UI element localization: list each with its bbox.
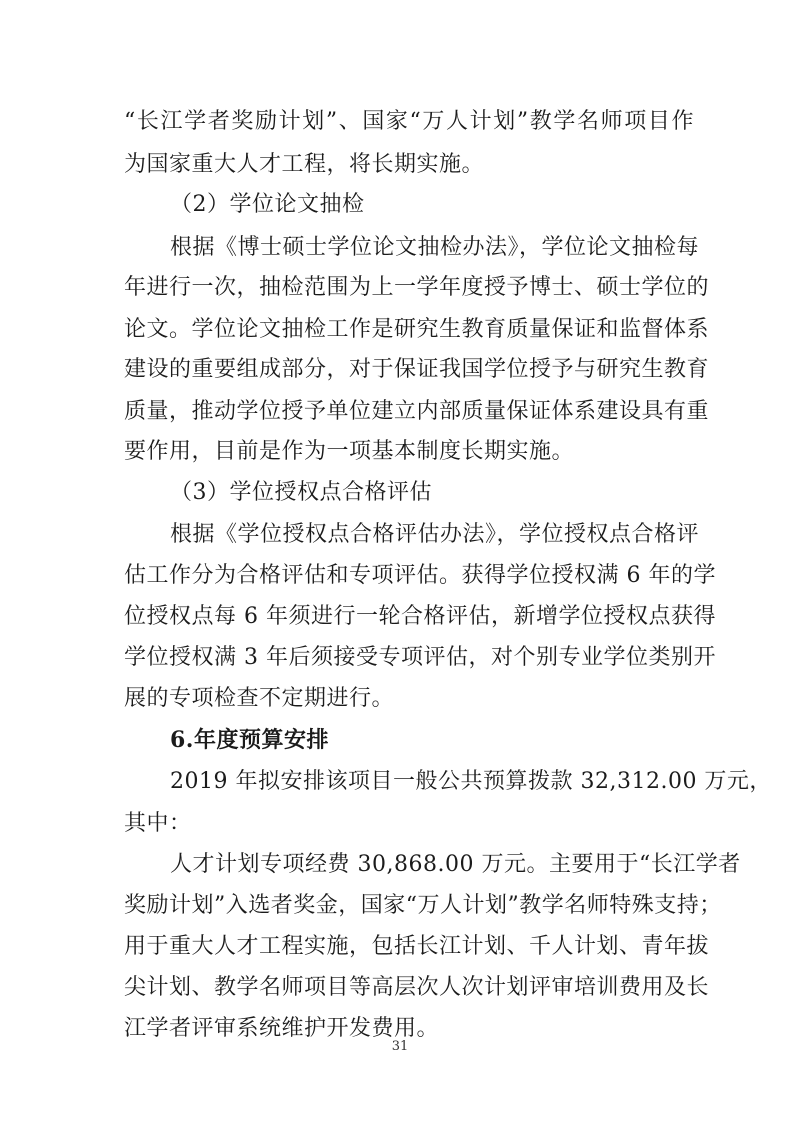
text-line: 根据《学位授权点合格评估办法》，学位授权点合格评 [170,522,700,547]
text-line: 其中： [124,811,192,836]
section-heading-bold: 6.年度预算安排 [170,727,329,753]
text-line: 2019 年拟安排该项目一般公共预算拨款 32,312.00 万元， [170,769,772,794]
text-line: 要作用，目前是作为一项基本制度长期实施。 [124,439,575,464]
text-line: “长江学者奖励计划”、国家“万人计划”教学名师项目作 [124,109,694,134]
text-line: 人才计划专项经费 30,868.00 万元。主要用于“长江学者 [170,852,741,877]
text-line: 位授权点每 6 年须进行一轮合格评估，新增学位授权点获得 [124,604,716,629]
text-line: 为国家重大人才工程，将长期实施。 [124,152,485,177]
section-heading: （2）学位论文抽检 [170,192,365,217]
text-line: 奖励计划”入选者奖金，国家“万人计划”教学名师特殊支持； [124,893,722,918]
section-heading: （3）学位授权点合格评估 [170,480,432,505]
text-line: 展的专项检查不定期进行。 [124,686,395,711]
text-line: 质量，推动学位授予单位建立内部质量保证体系建设具有重 [124,399,710,424]
text-line: 江学者评审系统维护开发费用。 [124,1016,440,1041]
page-number: 31 [391,1039,409,1054]
text-line: 年进行一次，抽检范围为上一学年度授予博士、硕士学位的 [124,275,710,300]
text-line: 建设的重要组成部分，对于保证我国学位授予与研究生教育 [124,357,710,382]
text-line: 尖计划、教学名师项目等高层次人次计划评审培训费用及长 [124,975,710,1000]
text-line: 学位授权满 3 年后须接受专项评估，对个别专业学位类别开 [124,645,716,670]
text-line: 估工作分为合格评估和专项评估。获得学位授权满 6 年的学 [124,563,716,588]
text-line: 论文。学位论文抽检工作是研究生教育质量保证和监督体系 [124,317,710,342]
text-line: 用于重大人才工程实施，包括长江计划、千人计划、青年拔 [124,934,710,959]
text-line: 根据《博士硕士学位论文抽检办法》，学位论文抽检每 [170,235,700,260]
